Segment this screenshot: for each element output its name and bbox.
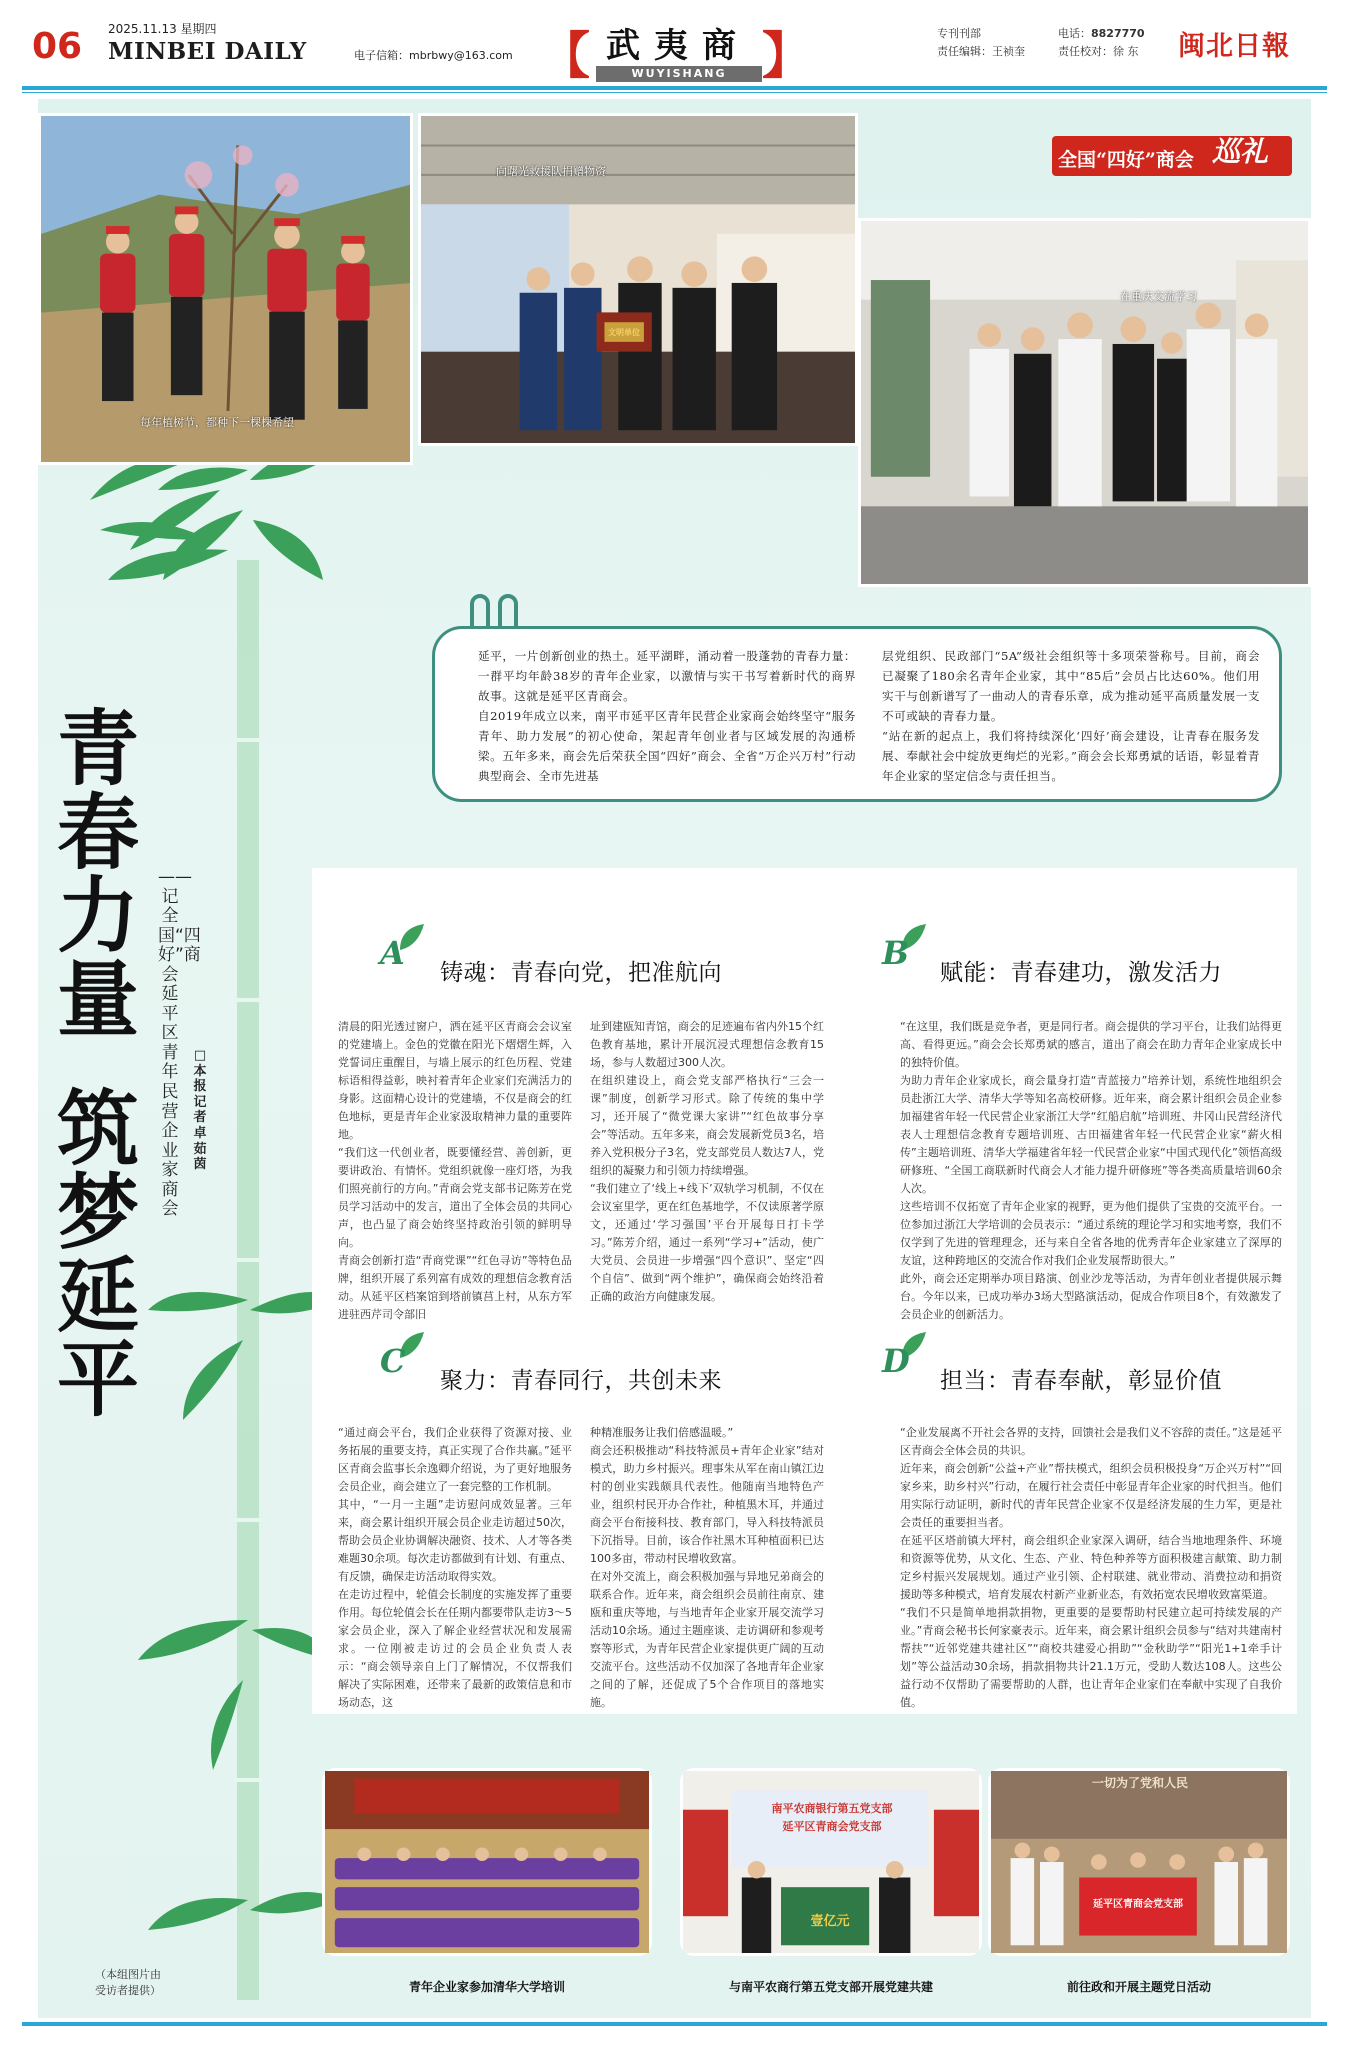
headline-subtitle: ——记全国“四好”商会延平区青年民营企业家商会 [158,867,201,1220]
section-c-col2: 种精准服务让我们倍感温暖。” 商会还积极推动“科技特派员+青年企业家”结对模式，助力乡村振兴。理事朱从军在南山镇江边村的创业实践颇具代表性。他随南当地特色产业，组织村民开办合作社，种植黑木耳，并通过商会平台衔接科技、教育部门，导入科技特派员下沉指导。目前，该合作社黑木耳种植面积已达100多亩，带动村民增收致富。 在对外交流上，商会积极加强与异地兄弟商会的联系合作。近年来，商会组织会员前往南京、建瓯和重庆等地，与当地青年企业家开展交流学习活动10余场。通过主题座谈、走访调研和参观考察等形式，为青年民营企业家提供更广阔的互动交流平台。这些活动不仅加深了各地青年企业家之间的了解，还促成了5个合作项目的落地实施。 [590,1426,824,1709]
section-d-col: “企业发展离不开社会各界的支持，回馈社会是我们义不容辞的责任。”这是延平区青商会全体会员的共识。 近年来，商会创新“公益+产业”帮扶模式，组织会员积极投身“万企兴万村”“回家乡来，助乡村兴”行动，在履行社会责任中彰显青年企业家的时代担当。他们用实际行动证明，新时代的青年民营企业家不仅是经济发展的生力军，更是社会责任的重要担当者。 在延平区塔前镇大坪村，商会组织企业家深入调研，结合当地地理条件、环境和资源等优势，从文化、生态、产业、特色种养等方面积极建言献策、助力制定乡村振兴发展规划。通过产业引领、企村联建、就业带动、消费拉动和捐资援助等多种模式，培育发展农村新产业新业态，有效拓宽农民增收致富渠道。 “我们不只是简单地捐款捐物，更重要的是要帮助村民建立起可持续发展的产业。”青商会秘书长何家豪表示。近年来，商会累计组织会员参与“结对共建南村帮扶”“近邻党建共建社区”“商校共建爱心捐助”“金秋助学”“阳光1+1牵手计划”等公益活动30余场，捐款捐物共计21.1万元，受助人数达108人。这些公益行动不仅帮助了需要帮助的人群，也让青年企业家们在奉献中实现了自我价值。 [900,1426,1282,1709]
section-b-heading: 赋能：青春建功，激发活力 [940,960,1222,986]
section-d-mark: D [882,1342,910,1380]
bracket-left: 【 [540,27,590,85]
header-rule-thin [22,92,1327,93]
section-a-col1: 清晨的阳光透过窗户，洒在延平区青商会会议室的党建墙上。金色的党徽在阳光下熠熠生辉，入党誓词庄重醒目，与墙上展示的红色历程、党建标语相得益彰，映衬着青年企业家们充满活力的身影。这面精心设计的党建墙，不仅是商会的红色地标，更是青年企业家汲取精神力量的重要阵地。 “我们这一代创业者，既要懂经营、善创新，更要讲政治、有情怀。党组织就像一座灯塔，为我们照亮前行的方向。”青商会党支部书记陈芳在党员学习活动中的发言，道出了全体会员的共同心声，也凸显了商会始终坚持政治引领的鲜明导向。 青商会创新打造“青商党课”“红色寻访”等特色品牌，组织开展了系列富有成效的理想信念教育活动。从延平区档案馆到塔前镇莒上村，从东方军进驻西芹司令部旧 [338,1020,572,1321]
photo-tree-planting [38,113,413,465]
issue-date: 2025.11.13 星期四 [108,22,217,36]
paper-name: MINBEI DAILY [108,38,307,65]
bracket-right: 】 [762,27,812,85]
footer-rule [22,2022,1327,2026]
photo-credit: （本组图片由 受访者提供） [95,1968,161,1997]
caption-zhenghe-activity: 前往政和开展主题党日活动 [1066,1980,1211,1994]
section-b-col: “在这里，我们既是竞争者，更是同行者。商会提供的学习平台，让我们站得更高、看得更远。”商会会长郑勇斌的感言，道出了商会在助力青年企业家成长中的独特价值。 为助力青年企业家成长，商会量身打造“青蓝接力”培养计划，系统性地组织会员赴浙江大学、清华大学等知名高校研修。近年来，商会累计组织会员企业参加福建省年轻一代民营企业家浙江大学“红船启航”培训班、井冈山民营经济代表人士理想信念教育专题培训班、古田福建省年轻一代民营企业家“薪火相传”主题培训班、清华大学福建省年轻一代民营企业家“中国式现代化”领悟高级研修班、“全国工商联新时代商会人才能力提升研修班”等各类高质量培训60余人次。 这些培训不仅拓宽了青年企业家的视野，更为他们提供了宝贵的交流平台。一位参加过浙江大学培训的会员表示：“通过系统的理论学习和实地考察，我们不仅学到了先进的管理理念，还与来自全省各地的优秀青年企业家建立了深厚的友谊，这种跨地区的交流合作对我们企业发展帮助很大。” 此外，商会还定期举办项目路演、创业沙龙等活动，为青年创业者提供展示舞台。今年以来，已成功举办3场大型路演活动，促成合作项目8个，有效激发了会员企业的创新活力。 [900,1020,1282,1321]
header-rule [22,86,1327,90]
headline-line1: 青春力量 [56,701,139,1048]
headline-line2: 筑梦延平 [56,1081,139,1428]
page-number: 06 [32,26,83,67]
section-c-mark: C [380,1342,406,1380]
contact-email: 电子信箱：mbrbwy@163.com [354,49,513,62]
byline: □本报记者 卓茹茵 [193,1048,207,1173]
series-badge-accent: 巡礼 [1212,135,1269,168]
section-d-heading: 担当：青春奉献，彰显价值 [940,1368,1222,1394]
flag-text: 延平区青商会党支部 [1093,1899,1183,1910]
donation-amount: 壹亿元 [810,1914,850,1929]
series-badge-text: 全国“四好”商会 [1058,149,1194,171]
wall-inscription: 一切为了党和人民 [1091,1776,1188,1790]
section-title-en: WUYISHANG [596,66,762,82]
caption-donation: 向曙光救援队捐赠物资 [496,165,606,178]
caption-tree-planting: 每年植树节，都种下一棵棵希望 [140,416,294,429]
section-title: 武夷商 [606,26,750,66]
journal-label: 专刊刊部 [937,27,981,40]
photo-chongqing [858,218,1311,587]
section-a-mark: A [380,934,405,972]
section-a-heading: 铸魂：青春向党，把准航向 [440,960,722,986]
phone-info: 电话：8827770 [1058,27,1145,40]
caption-party-cobuild: 与南平农商行第五党支部开展党建共建 [728,1980,933,1994]
section-c-heading: 聚力：青春同行，共创未来 [440,1368,722,1394]
plaque-text: 文明单位 [608,328,640,337]
banner-text: 南平农商银行第五党支部 [771,1802,893,1815]
paper-logo: 闽北日報 [1178,31,1290,62]
intro-right-text: 层党组织、民政部门“5A”级社会组织等十多项荣誉称号。目前，商会已凝聚了180余名青年企业家，其中“85后”会员占比达60%。他们用实干与创新谱写了一曲动人的青春乐章，成为推动延平高质量发展一支不可或缺的青春力量。 “站在新的起点上，我们将持续深化‘四好’商会建设，让青春在服务发展、奉献社会中绽放更绚烂的光彩。”商会会长郑勇斌的话语，彰显着青年企业家的坚定信念与责任担当。 [882,649,1260,783]
section-c-col1: “通过商会平台，我们企业获得了资源对接、业务拓展的重要支持，真正实现了合作共赢。”延平区青商会监事长余逸卿介绍说，为了更好地服务会员企业，商会建立了一套完整的工作机制。 其中，“一月一主题”走访慰问成效显著。三年来，商会累计组织开展会员企业走访超过50次，帮助会员企业协调解决融资、技术、人才等各类难题30余项。每次走访都做到有计划、有重点、有反馈，确保走访活动取得实效。 在走访过程中，轮值会长制度的实施发挥了重要作用。每位轮值会长在任期内都要带队走访3～5家会员企业，深入了解企业经营状况和发展需求。一位刚被走访过的会员企业负责人表示：“商会领导亲自上门了解情况，不仅帮我们解决了实际困难，还带来了最新的政策信息和市场动态，这 [338,1426,572,1709]
photo-donation [418,113,858,446]
caption-chongqing: 在重庆交流学习 [1120,290,1197,303]
caption-tsinghua-training: 青年企业家参加清华大学培训 [408,1980,565,1994]
section-b-mark: B [882,934,910,972]
photo-zhenghe-activity [988,1768,1290,1956]
intro-left-text: 延平，一片创新创业的热土。延平湖畔，涌动着一股蓬勃的青春力量：一群平均年龄38岁的青年企业家，以激情与实干书写着新时代的商界故事。这就是延平区青商会。 自2019年成立以来，南平市延平区青年民营企业家商会始终坚守“服务青年、助力发展”的初心使命，架起青年创业者与区域发展的沟通桥梁。五年多来，商会先后荣获全国“四好”商会、全省“万企兴万村”行动典型商会、全市先进基 [478,649,856,783]
photo-tsinghua-training [322,1768,652,1956]
banner-text-2: 延平区青商会党支部 [782,1820,882,1833]
proofreader-credit: 责任校对：徐 东 [1058,45,1139,58]
editor-credit: 责任编辑：王祯奎 [937,45,1025,58]
section-a-col2: 址到建瓯知青馆，商会的足迹遍布省内外15个红色教育基地，累计开展沉浸式理想信念教育15场，参与人数超过300人次。 在组织建设上，商会党支部严格执行“三会一课”制度，创新学习形式。除了传统的集中学习，还开展了“微党课大家讲”“红色故事分享会”等活动。五年多来，商会发展新党员3名，培养入党积极分子3名，党支部党员人数达7人，党组织的凝聚力和引领力持续增强。 “我们建立了‘线上+线下’双轨学习机制，不仅在会议室里学，更在红色基地学，不仅读原著学原文，还通过‘学习强国’平台开展每日打卡学习。”陈芳介绍，通过一系列“学习+”活动，使广大党员、会员进一步增强“四个意识”、坚定“四个自信”、做到“两个维护”，确保商会始终沿着正确的政治方向健康发展。 [590,1020,824,1303]
